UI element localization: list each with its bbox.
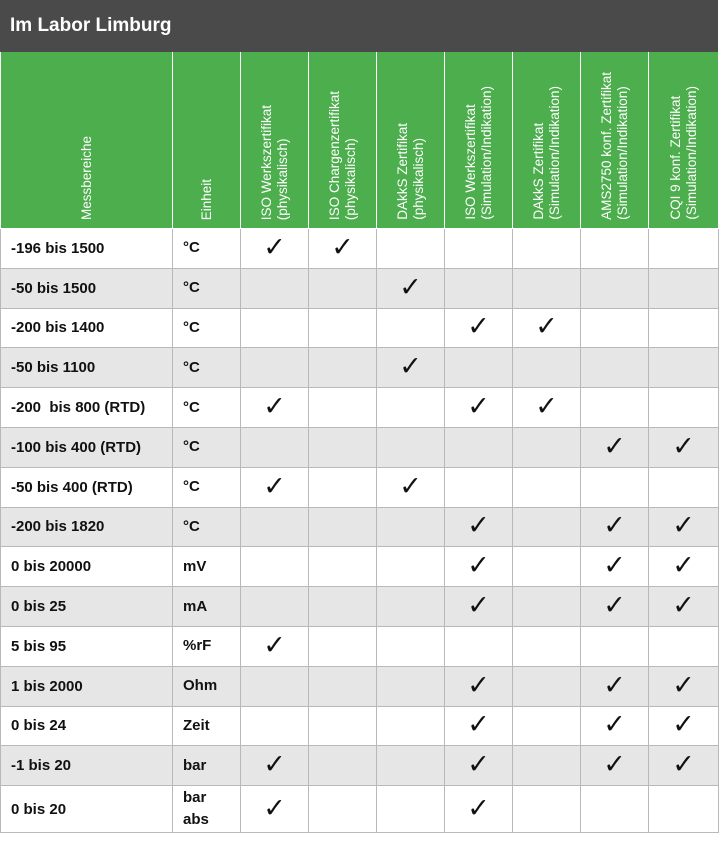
column-header-label (531, 86, 563, 220)
checkmark-icon: ✓ (263, 792, 286, 823)
unit-cell: °C (173, 388, 241, 428)
range-cell: -200 bis 1400 (1, 308, 173, 348)
checkmark-icon: ✓ (467, 709, 490, 740)
check-cell (309, 706, 377, 746)
check-cell (581, 666, 649, 706)
check-cell (377, 229, 445, 269)
check-cell (513, 308, 581, 348)
column-header-label (599, 72, 631, 220)
check-cell (377, 507, 445, 547)
table-body (1, 229, 719, 833)
check-cell (309, 786, 377, 833)
check-cell (445, 786, 513, 833)
checkmark-icon: ✓ (263, 391, 286, 422)
unit-cell: °C (173, 229, 241, 269)
checkmark-icon: ✓ (535, 391, 558, 422)
check-cell (377, 388, 445, 428)
checkmark-icon: ✓ (672, 669, 695, 700)
check-cell (445, 229, 513, 269)
check-cell (377, 268, 445, 308)
column-header-label (327, 91, 359, 220)
unit-cell: bar abs (173, 786, 241, 833)
check-cell (649, 229, 719, 269)
checkmark-icon: ✓ (603, 749, 626, 780)
table-row (1, 706, 719, 746)
check-cell (445, 706, 513, 746)
table-row (1, 786, 719, 833)
checkmark-icon: ✓ (603, 709, 626, 740)
check-cell (309, 388, 377, 428)
check-cell (445, 507, 513, 547)
checkmark-icon: ✓ (467, 311, 490, 342)
check-cell (241, 746, 309, 786)
check-cell (241, 587, 309, 627)
unit-cell: °C (173, 308, 241, 348)
check-cell (241, 388, 309, 428)
table-row (1, 666, 719, 706)
checkmark-icon: ✓ (672, 430, 695, 461)
range-cell: 0 bis 20000 (1, 547, 173, 587)
check-cell (309, 308, 377, 348)
checkmark-icon: ✓ (467, 391, 490, 422)
check-cell (377, 308, 445, 348)
table-row (1, 467, 719, 507)
table-row (1, 746, 719, 786)
table-row (1, 547, 719, 587)
check-cell (581, 348, 649, 388)
check-cell (581, 268, 649, 308)
checkmark-icon: ✓ (331, 231, 354, 262)
checkmark-icon: ✓ (672, 550, 695, 581)
range-cell: -196 bis 1500 (1, 229, 173, 269)
column-header-4 (377, 52, 445, 229)
check-cell (309, 587, 377, 627)
checkmark-icon: ✓ (263, 231, 286, 262)
check-cell (649, 786, 719, 833)
table-row (1, 507, 719, 547)
check-cell (513, 427, 581, 467)
check-cell (241, 666, 309, 706)
check-cell (309, 626, 377, 666)
range-cell: -200 bis 800 (RTD) (1, 388, 173, 428)
column-header-label (668, 86, 700, 220)
check-cell (649, 666, 719, 706)
checkmark-icon: ✓ (603, 430, 626, 461)
check-cell (649, 507, 719, 547)
unit-cell: °C (173, 467, 241, 507)
column-header-3 (309, 52, 377, 229)
column-header-label (395, 123, 427, 220)
column-header-label (463, 86, 495, 220)
check-cell (513, 626, 581, 666)
check-cell (581, 467, 649, 507)
checkmark-icon: ✓ (535, 311, 558, 342)
check-cell (445, 746, 513, 786)
calibration-table (0, 52, 719, 833)
check-cell (513, 507, 581, 547)
checkmark-icon: ✓ (467, 749, 490, 780)
header-line2: (Simulation/Indikation) (478, 86, 494, 220)
check-cell (581, 547, 649, 587)
check-cell (241, 547, 309, 587)
check-cell (377, 746, 445, 786)
table-row (1, 308, 719, 348)
table-row (1, 348, 719, 388)
checkmark-icon: ✓ (263, 749, 286, 780)
check-cell (445, 547, 513, 587)
column-header-7 (581, 52, 649, 229)
table-row (1, 626, 719, 666)
header-line1: CQI 9 konf. Zertifikat (667, 96, 683, 220)
header-line2: (physikalisch) (342, 138, 358, 220)
checkmark-icon: ✓ (603, 590, 626, 621)
check-cell (581, 427, 649, 467)
check-cell (649, 467, 719, 507)
check-cell (445, 467, 513, 507)
checkmark-icon: ✓ (672, 709, 695, 740)
check-cell (309, 746, 377, 786)
checkmark-icon: ✓ (263, 629, 286, 660)
check-cell (649, 547, 719, 587)
check-cell (445, 626, 513, 666)
range-cell: -1 bis 20 (1, 746, 173, 786)
check-cell (377, 427, 445, 467)
check-cell (309, 229, 377, 269)
check-cell (241, 268, 309, 308)
check-cell (649, 308, 719, 348)
header-line2: (Simulation/Indikation) (546, 86, 562, 220)
check-cell (241, 786, 309, 833)
table-row (1, 268, 719, 308)
column-header-label (79, 136, 95, 220)
check-cell (581, 229, 649, 269)
check-cell (513, 547, 581, 587)
check-cell (581, 786, 649, 833)
header-line1: ISO Chargenzertifikat (326, 90, 342, 220)
check-cell (445, 268, 513, 308)
range-cell: -50 bis 400 (RTD) (1, 467, 173, 507)
checkmark-icon: ✓ (603, 669, 626, 700)
check-cell (513, 348, 581, 388)
range-cell: 0 bis 20 (1, 786, 173, 833)
header-line1: Messbereiche (78, 135, 94, 220)
check-cell (513, 388, 581, 428)
check-cell (241, 427, 309, 467)
table-row (1, 388, 719, 428)
check-cell (309, 427, 377, 467)
unit-cell: °C (173, 268, 241, 308)
header-line1: DAkkS Zertifikat (394, 123, 410, 220)
range-cell: 1 bis 2000 (1, 666, 173, 706)
check-cell (241, 626, 309, 666)
unit-cell: Zeit (173, 706, 241, 746)
check-cell (581, 587, 649, 627)
column-header-8 (649, 52, 719, 229)
header-line2: (Simulation/Indikation) (683, 86, 699, 220)
checkmark-icon: ✓ (672, 749, 695, 780)
checkmark-icon: ✓ (263, 470, 286, 501)
check-cell (309, 547, 377, 587)
check-cell (649, 348, 719, 388)
column-header-2 (241, 52, 309, 229)
table-row (1, 587, 719, 627)
check-cell (649, 746, 719, 786)
header-line1: ISO Werkszertifikat (462, 104, 478, 220)
checkmark-icon: ✓ (603, 550, 626, 581)
range-cell: -50 bis 1100 (1, 348, 173, 388)
check-cell (309, 348, 377, 388)
check-cell (513, 587, 581, 627)
check-cell (377, 706, 445, 746)
check-cell (445, 388, 513, 428)
unit-cell: %rF (173, 626, 241, 666)
check-cell (309, 268, 377, 308)
check-cell (241, 507, 309, 547)
column-header-5 (445, 52, 513, 229)
range-cell: 0 bis 25 (1, 587, 173, 627)
check-cell (649, 388, 719, 428)
column-header-label (199, 179, 215, 220)
unit-cell: bar (173, 746, 241, 786)
table-row (1, 229, 719, 269)
check-cell (513, 786, 581, 833)
checkmark-icon: ✓ (672, 510, 695, 541)
column-header-6 (513, 52, 581, 229)
column-header-label (259, 105, 291, 220)
check-cell (377, 786, 445, 833)
check-cell (377, 547, 445, 587)
check-cell (445, 348, 513, 388)
check-cell (241, 706, 309, 746)
check-cell (377, 587, 445, 627)
header-line1: Einheit (198, 178, 214, 220)
check-cell (649, 706, 719, 746)
check-cell (241, 229, 309, 269)
check-cell (445, 587, 513, 627)
check-cell (241, 348, 309, 388)
check-cell (581, 706, 649, 746)
unit-cell: °C (173, 427, 241, 467)
range-cell: -100 bis 400 (RTD) (1, 427, 173, 467)
check-cell (241, 308, 309, 348)
header-row (1, 52, 719, 229)
checkmark-icon: ✓ (399, 351, 422, 382)
header-line2: (physikalisch) (274, 138, 290, 220)
check-cell (649, 268, 719, 308)
checkmark-icon: ✓ (467, 590, 490, 621)
checkmark-icon: ✓ (603, 510, 626, 541)
check-cell (445, 427, 513, 467)
panel-title: Im Labor Limburg (0, 0, 718, 52)
check-cell (309, 507, 377, 547)
checkmark-icon: ✓ (672, 590, 695, 621)
header-line2: (physikalisch) (410, 138, 426, 220)
check-cell (445, 666, 513, 706)
header-line1: ISO Werkszertifikat (258, 104, 274, 220)
range-cell: 0 bis 24 (1, 706, 173, 746)
check-cell (377, 348, 445, 388)
check-cell (581, 626, 649, 666)
unit-cell: °C (173, 507, 241, 547)
column-header-0 (1, 52, 173, 229)
unit-cell: °C (173, 348, 241, 388)
check-cell (581, 308, 649, 348)
check-cell (377, 467, 445, 507)
check-cell (445, 308, 513, 348)
check-cell (581, 388, 649, 428)
check-cell (513, 467, 581, 507)
range-cell: -50 bis 1500 (1, 268, 173, 308)
check-cell (513, 229, 581, 269)
check-cell (581, 507, 649, 547)
checkmark-icon: ✓ (467, 550, 490, 581)
unit-cell: mA (173, 587, 241, 627)
header-line1: AMS2750 konf. Zertifikat (598, 72, 614, 220)
check-cell (581, 746, 649, 786)
range-cell: -200 bis 1820 (1, 507, 173, 547)
check-cell (649, 626, 719, 666)
check-cell (513, 706, 581, 746)
check-cell (377, 666, 445, 706)
check-cell (513, 666, 581, 706)
check-cell (513, 268, 581, 308)
check-cell (649, 427, 719, 467)
check-cell (377, 626, 445, 666)
checkmark-icon: ✓ (467, 669, 490, 700)
unit-cell: Ohm (173, 666, 241, 706)
checkmark-icon: ✓ (467, 792, 490, 823)
range-cell: 5 bis 95 (1, 626, 173, 666)
check-cell (309, 467, 377, 507)
table-row (1, 427, 719, 467)
header-line2: (Simulation/Indikation) (614, 86, 630, 220)
check-cell (309, 666, 377, 706)
check-cell (513, 746, 581, 786)
check-cell (649, 587, 719, 627)
unit-cell: mV (173, 547, 241, 587)
header-line1: DAkkS Zertifikat (530, 123, 546, 220)
column-header-1 (173, 52, 241, 229)
check-cell (241, 467, 309, 507)
checkmark-icon: ✓ (467, 510, 490, 541)
checkmark-icon: ✓ (399, 470, 422, 501)
checkmark-icon: ✓ (399, 271, 422, 302)
